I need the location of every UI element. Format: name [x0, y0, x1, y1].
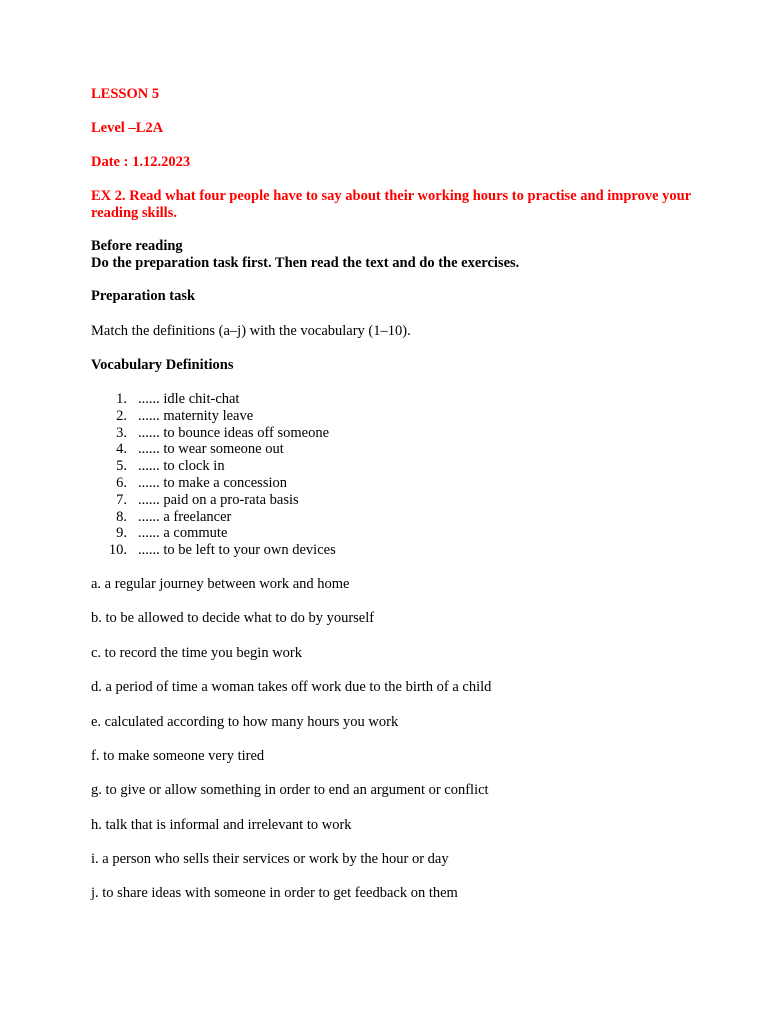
vocabulary-text: ...... idle chit-chat — [138, 391, 240, 407]
definition-item: e. calculated according to how many hours you work — [91, 713, 399, 730]
definition-item: f. to make someone very tired — [91, 747, 265, 764]
definition-item: h. talk that is informal and irrelevant to work — [91, 816, 352, 833]
definition-item: i. a person who sells their services or work by the hour or day — [91, 851, 449, 868]
vocabulary-number: 8. — [116, 508, 127, 525]
before-reading-section — [91, 238, 691, 272]
definition-item: d. a period of time a woman takes off work due to the birth of a child — [91, 679, 492, 696]
vocabulary-number: 4. — [116, 441, 127, 458]
vocabulary-definitions-title: Vocabulary Definitions — [91, 357, 234, 373]
vocabulary-number: 10. — [108, 542, 127, 559]
vocabulary-item — [91, 542, 691, 559]
vocabulary-text: ...... to wear someone out — [138, 441, 284, 458]
vocabulary-number: 1. — [116, 391, 127, 407]
match-instruction: Match the definitions (a–j) with the vocabulary (1–10). — [91, 323, 411, 339]
definitions-list — [91, 576, 691, 903]
vocabulary-number: 6. — [116, 474, 127, 491]
definition-item: c. to record the time you begin work — [91, 644, 302, 661]
vocabulary-number: 7. — [116, 491, 127, 508]
vocabulary-text: ...... paid on a pro-rata basis — [138, 491, 299, 508]
vocabulary-number: 3. — [116, 424, 127, 441]
vocabulary-text: ...... to bounce ideas off someone — [138, 424, 330, 441]
definition-item: g. to give or allow something in order to end an argument or conflict — [91, 782, 489, 799]
vocabulary-text: ...... a freelancer — [138, 508, 232, 525]
vocabulary-item — [91, 441, 691, 458]
vocabulary-list — [91, 391, 691, 559]
vocabulary-number: 5. — [116, 458, 127, 475]
preparation-task-title: Preparation task — [91, 288, 196, 304]
vocabulary-item — [91, 492, 691, 509]
vocabulary-text: ...... a commute — [138, 525, 228, 542]
vocabulary-item — [91, 525, 691, 542]
definition-item: j. to share ideas with someone in order to get feedback on them — [91, 885, 458, 902]
vocabulary-item — [91, 425, 691, 442]
exercise-instruction: EX 2. Read what four people have to say about their working hours to practise and improve your reading skills. — [91, 188, 691, 221]
vocabulary-number: 2. — [116, 407, 127, 424]
vocabulary-item — [91, 408, 691, 425]
vocabulary-item — [91, 458, 691, 475]
lesson-heading: LESSON 5 — [91, 86, 160, 102]
before-reading-title: Before reading — [91, 238, 183, 254]
vocabulary-item — [91, 475, 691, 492]
document-page — [91, 86, 691, 920]
date-heading: Date : 1.12.2023 — [91, 154, 191, 170]
definition-item: a. a regular journey between work and home — [91, 575, 350, 592]
vocabulary-item — [91, 509, 691, 526]
vocabulary-text: ...... to clock in — [138, 458, 225, 475]
level-heading: Level –L2A — [91, 120, 164, 136]
definition-item: b. to be allowed to decide what to do by yourself — [91, 610, 375, 627]
vocabulary-text: ...... maternity leave — [138, 407, 254, 424]
vocabulary-text: ...... to make a concession — [138, 474, 287, 491]
before-reading-instruction: Do the preparation task first. Then read the text and do the exercises. — [91, 255, 520, 271]
vocabulary-text: ...... to be left to your own devices — [138, 542, 336, 559]
vocabulary-item — [91, 391, 691, 408]
vocabulary-number: 9. — [116, 525, 127, 542]
